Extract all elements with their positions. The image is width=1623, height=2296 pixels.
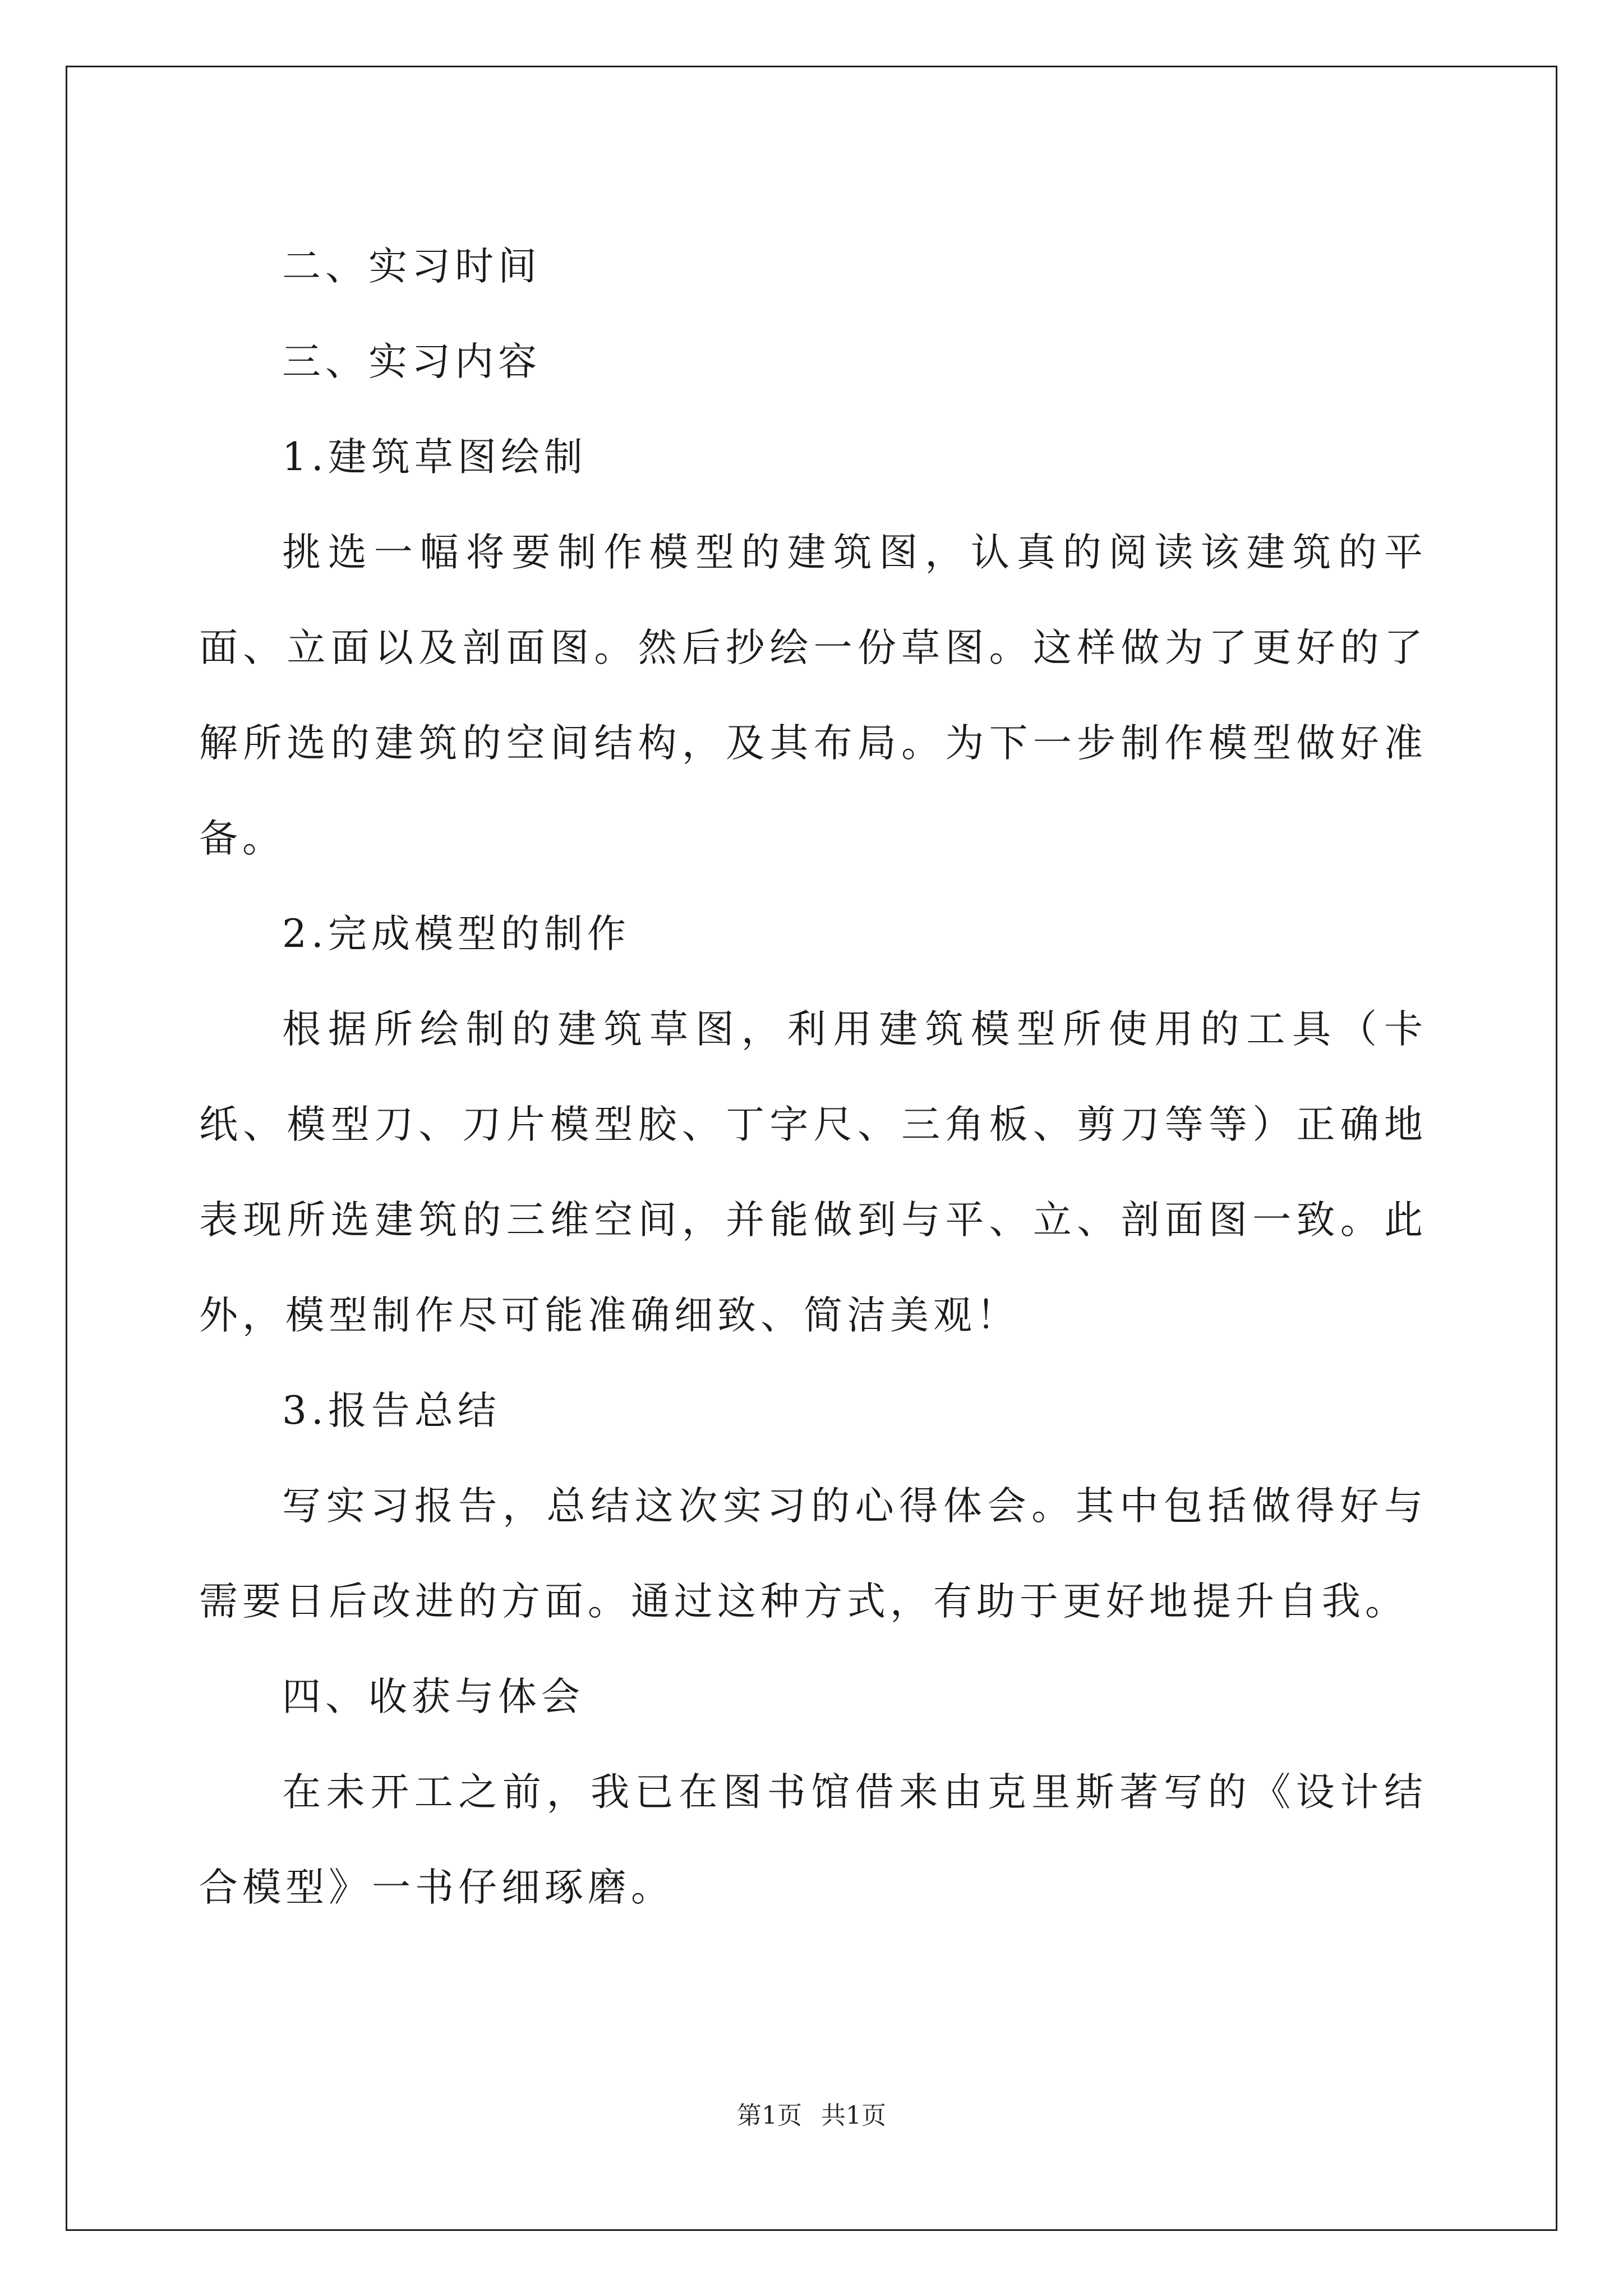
subheading-report: 3.报告总结: [282, 1388, 501, 1433]
subheading-model: 2.完成模型的制作: [282, 912, 630, 956]
page-total: 共1页: [821, 2101, 886, 2130]
paragraph-gains: 在未开工之前，我已在图书馆借来由克里斯著写的《设计结合模型》一书仔细琢磨。: [199, 1770, 1427, 1910]
document-body: [199, 219, 1427, 1935]
page-number: 第1页: [737, 2101, 802, 2130]
paragraph-model: 根据所绘制的建筑草图，利用建筑模型所使用的工具（卡纸、模型刀、刀片模型胶、丁字尺、三角板、剪刀等等）正确地表现所选建筑的三维空间，并能做到与平、立、剖面图一致。此外，模型制作尽可能准确细致、简洁美观！: [199, 1007, 1427, 1338]
section-heading-gains: 四、收获与体会: [282, 1674, 584, 1719]
paragraph-report: 写实习报告，总结这次实习的心得体会。其中包括做得好与需要日后改进的方面。通过这种方式，有助于更好地提升自我。: [199, 1484, 1427, 1624]
paragraph-sketch: 挑选一幅将要制作模型的建筑图，认真的阅读该建筑的平面、立面以及剖面图。然后抄绘一份草图。这样做为了更好的了解所选的建筑的空间结构，及其布局。为下一步制作模型做好准备。: [199, 530, 1427, 861]
section-heading-time: 二、实习时间: [282, 244, 541, 289]
page-footer: [0, 2095, 1623, 2131]
section-heading-content: 三、实习内容: [282, 339, 541, 384]
subheading-sketch: 1.建筑草图绘制: [282, 435, 587, 480]
